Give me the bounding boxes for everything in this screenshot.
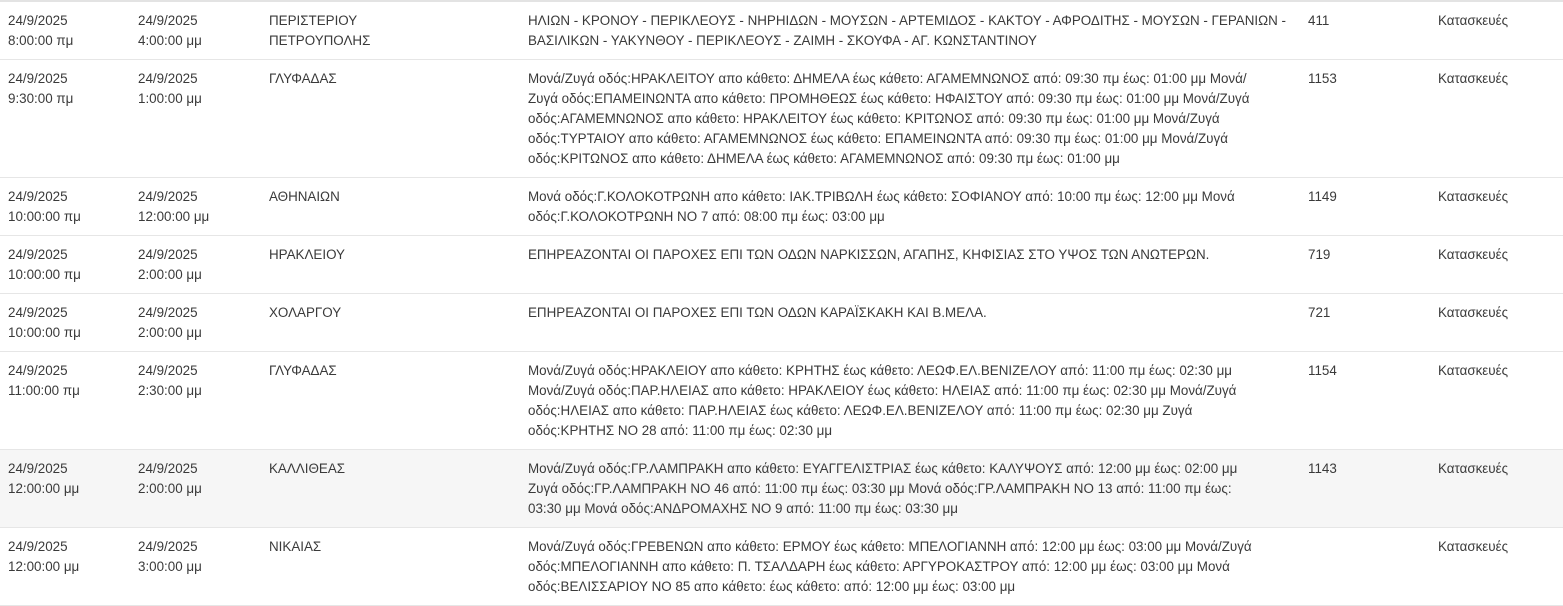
description-cell: Μονά/Ζυγά οδός:ΓΡΕΒΕΝΩΝ απο κάθετο: ΕΡΜΟΥ έως κάθετο: ΜΠΕΛΟΓΙΑΝΝΗ από: 12:00 μμ έως: 03:00 μμ Μονά/Ζυγά οδός:ΜΠΕΛΟΓΙΑΝΝΗ απο κάθετο: Π. ΤΣΑΛΔΑΡΗ έως κάθετο: ΑΡΓΥΡΟΚΑΣΤΡΟΥ από: 12:00 μμ έως: 03:00 μμ Μονά οδός:ΒΕΛΙΣΣΑΡΙΟΥ ΝΟ 85 απο κάθετο: έως κάθετο: από: 12:00 μμ έως: 03:00 μμ xyxy=(528,539,1252,594)
description-cell: Μονά οδός:Γ.ΚΟΛΟΚΟΤΡΩΝΗ απο κάθετο: ΙΑΚ.ΤΡΙΒΩΛΗ έως κάθετο: ΣΟΦΙΑΝΟΥ από: 10:00 πμ έως: 12:00 μμ Μονά οδός:Γ.ΚΟΛΟΚΟΤΡΩΝΗ ΝΟ 7 από: 08:00 πμ έως: 03:00 μμ xyxy=(528,189,1235,224)
code-cell xyxy=(1308,537,1438,597)
start-time-cell: 24/9/2025 10:00:00 πμ xyxy=(8,247,81,282)
end-time-cell: 24/9/2025 3:00:00 μμ xyxy=(138,539,202,574)
table-row xyxy=(0,236,1563,294)
description-cell: ΗΛΙΩΝ - ΚΡΟΝΟΥ - ΠΕΡΙΚΛΕΟΥΣ - ΝΗΡΗΙΔΩΝ - ΜΟΥΣΩΝ - ΑΡΤΕΜΙΔΟΣ - ΚΑΚΤΟΥ - ΑΦΡΟΔΙΤΗΣ - ΜΟΥΣΩΝ - ΓΕΡΑΝΙΩΝ - ΒΑΣΙΛΙΚΩΝ - ΥΑΚΥΝΘΟΥ - ΠΕΡΙΚΛΕΟΥΣ - ΖΑΙΜΗ - ΣΚΟΥΦΑ - ΑΓ. ΚΩΝΣΤΑΝΤΙΝΟΥ xyxy=(528,13,1286,48)
code-cell: 1154 xyxy=(1308,363,1337,378)
end-time-cell: 24/9/2025 2:00:00 μμ xyxy=(138,461,202,496)
start-time-cell: 24/9/2025 10:00:00 πμ xyxy=(8,189,81,224)
description-cell: ΕΠΗΡΕΑΖΟΝΤΑΙ ΟΙ ΠΑΡΟΧΕΣ ΕΠΙ ΤΩΝ ΟΔΩΝ ΝΑΡΚΙΣΣΩΝ, ΑΓΑΠΗΣ, ΚΗΦΙΣΙΑΣ ΣΤΟ ΥΨΟΣ ΤΩΝ ΑΝΩΤΕΡΩΝ. xyxy=(528,247,1210,262)
code-cell: 719 xyxy=(1308,247,1331,262)
table-row xyxy=(0,450,1563,528)
end-time-cell: 24/9/2025 4:00:00 μμ xyxy=(138,13,202,48)
code-cell: 1143 xyxy=(1308,461,1337,476)
end-time-cell: 24/9/2025 2:00:00 μμ xyxy=(138,305,202,340)
area-cell: ΗΡΑΚΛΕΙΟΥ xyxy=(269,247,345,262)
table-row xyxy=(0,60,1563,178)
type-cell: Κατασκευές xyxy=(1438,247,1509,262)
start-time-cell: 24/9/2025 9:30:00 πμ xyxy=(8,71,74,106)
start-time-cell: 24/9/2025 8:00:00 πμ xyxy=(8,13,74,48)
description-cell: Μονά/Ζυγά οδός:ΗΡΑΚΛΕΙΤΟΥ απο κάθετο: ΔΗΜΕΛΑ έως κάθετο: ΑΓΑΜΕΜΝΩΝΟΣ από: 09:30 πμ έως: 01:00 μμ Μονά/ Ζυγά οδός:ΕΠΑΜΕΙΝΩΝΤΑ απο κάθετο: ΠΡΟΜΗΘΕΩΣ έως κάθετο: ΗΦΑΙΣΤΟΥ από: 09:30 πμ έως: 01:00 μμ Μονά/Ζυγά οδός:ΑΓΑΜΕΜΝΩΝΟΣ απο κάθετο: ΗΡΑΚΛΕΙΤΟΥ έως κάθετο: ΚΡΙΤΩΝΟΣ από: 09:30 πμ έως: 01:00 μμ Μονά/Ζυγά οδός:ΤΥΡΤΑΙΟΥ απο κάθετο: ΑΓΑΜΕΜΝΩΝΟΣ έως κάθετο: ΕΠΑΜΕΙΝΩΝΤΑ από: 09:30 πμ έως: 01:00 μμ Μονά/Ζυγά οδός:ΚΡΙΤΩΝΟΣ απο κάθετο: ΔΗΜΕΛΑ έως κάθετο: ΑΓΑΜΕΜΝΩΝΟΣ από: 09:30 πμ έως: 01:00 μμ xyxy=(528,71,1250,166)
description-cell: Μονά/Ζυγά οδός:ΓΡ.ΛΑΜΠΡΑΚΗ απο κάθετο: ΕΥΑΓΓΕΛΙΣΤΡΙΑΣ έως κάθετο: ΚΑΛΥΨΟΥΣ από: 12:00 μμ έως: 02:00 μμ Ζυγά οδός:ΓΡ.ΛΑΜΠΡΑΚΗ ΝΟ 46 από: 11:00 πμ έως: 03:30 μμ Μονά οδός:ΓΡ.ΛΑΜΠΡΑΚΗ ΝΟ 13 από: 11:00 πμ έως: 03:30 μμ Μονά οδός:ΑΝΔΡΟΜΑΧΗΣ ΝΟ 9 από: 11:00 πμ έως: 03:30 μμ xyxy=(528,461,1238,516)
area-cell: ΚΑΛΛΙΘΕΑΣ xyxy=(269,461,346,476)
end-time-cell: 24/9/2025 2:00:00 μμ xyxy=(138,247,202,282)
type-cell: Κατασκευές xyxy=(1438,363,1509,378)
type-cell: Κατασκευές xyxy=(1438,539,1509,554)
table-row xyxy=(0,294,1563,352)
area-cell: ΧΟΛΑΡΓΟΥ xyxy=(269,305,342,320)
start-time-cell: 24/9/2025 11:00:00 πμ xyxy=(8,363,80,398)
table-row xyxy=(0,178,1563,236)
area-cell: ΓΛΥΦΑΔΑΣ xyxy=(269,363,337,378)
area-cell: ΠΕΡΙΣΤΕΡΙΟΥ ΠΕΤΡΟΥΠΟΛΗΣ xyxy=(269,13,371,48)
start-time-cell: 24/9/2025 10:00:00 πμ xyxy=(8,305,81,340)
end-time-cell: 24/9/2025 1:00:00 μμ xyxy=(138,71,202,106)
code-cell: 721 xyxy=(1308,305,1331,320)
start-time-cell: 24/9/2025 12:00:00 μμ xyxy=(8,461,80,496)
description-cell: ΕΠΗΡΕΑΖΟΝΤΑΙ ΟΙ ΠΑΡΟΧΕΣ ΕΠΙ ΤΩΝ ΟΔΩΝ ΚΑΡΑΪΣΚΑΚΗ ΚΑΙ Β.ΜΕΛΑ. xyxy=(528,305,987,320)
area-cell: ΝΙΚΑΙΑΣ xyxy=(269,539,322,554)
type-cell: Κατασκευές xyxy=(1438,13,1509,28)
type-cell: Κατασκευές xyxy=(1438,461,1509,476)
table-row xyxy=(0,528,1563,606)
code-cell: 1153 xyxy=(1308,71,1337,86)
end-time-cell: 24/9/2025 12:00:00 μμ xyxy=(138,189,210,224)
table-row xyxy=(0,352,1563,450)
description-cell: Μονά/Ζυγά οδός:ΗΡΑΚΛΕΙΟΥ απο κάθετο: ΚΡΗΤΗΣ έως κάθετο: ΛΕΩΦ.ΕΛ.ΒΕΝΙΖΕΛΟΥ από: 11:00 πμ έως: 02:30 μμ Μονά/Ζυγά οδός:ΠΑΡ.ΗΛΕΙΑΣ απο κάθετο: ΗΡΑΚΛΕΙΟΥ έως κάθετο: ΗΛΕΙΑΣ από: 11:00 πμ έως: 02:30 μμ Μονά/Ζυγά οδός:ΗΛΕΙΑΣ απο κάθετο: ΠΑΡ.ΗΛΕΙΑΣ έως κάθετο: ΛΕΩΦ.ΕΛ.ΒΕΝΙΖΕΛΟΥ από: 11:00 πμ έως: 02:30 μμ Ζυγά οδός:ΚΡΗΤΗΣ ΝΟ 28 από: 11:00 πμ έως: 02:30 μμ xyxy=(528,363,1237,438)
start-time-cell: 24/9/2025 12:00:00 μμ xyxy=(8,539,80,574)
end-time-cell: 24/9/2025 2:30:00 μμ xyxy=(138,363,202,398)
table-row xyxy=(0,2,1563,60)
type-cell: Κατασκευές xyxy=(1438,305,1509,320)
code-cell: 411 xyxy=(1308,13,1330,28)
area-cell: ΑΘΗΝΑΙΩΝ xyxy=(269,189,340,204)
code-cell: 1149 xyxy=(1308,189,1337,204)
type-cell: Κατασκευές xyxy=(1438,71,1509,86)
area-cell: ΓΛΥΦΑΔΑΣ xyxy=(269,71,337,86)
type-cell: Κατασκευές xyxy=(1438,189,1509,204)
